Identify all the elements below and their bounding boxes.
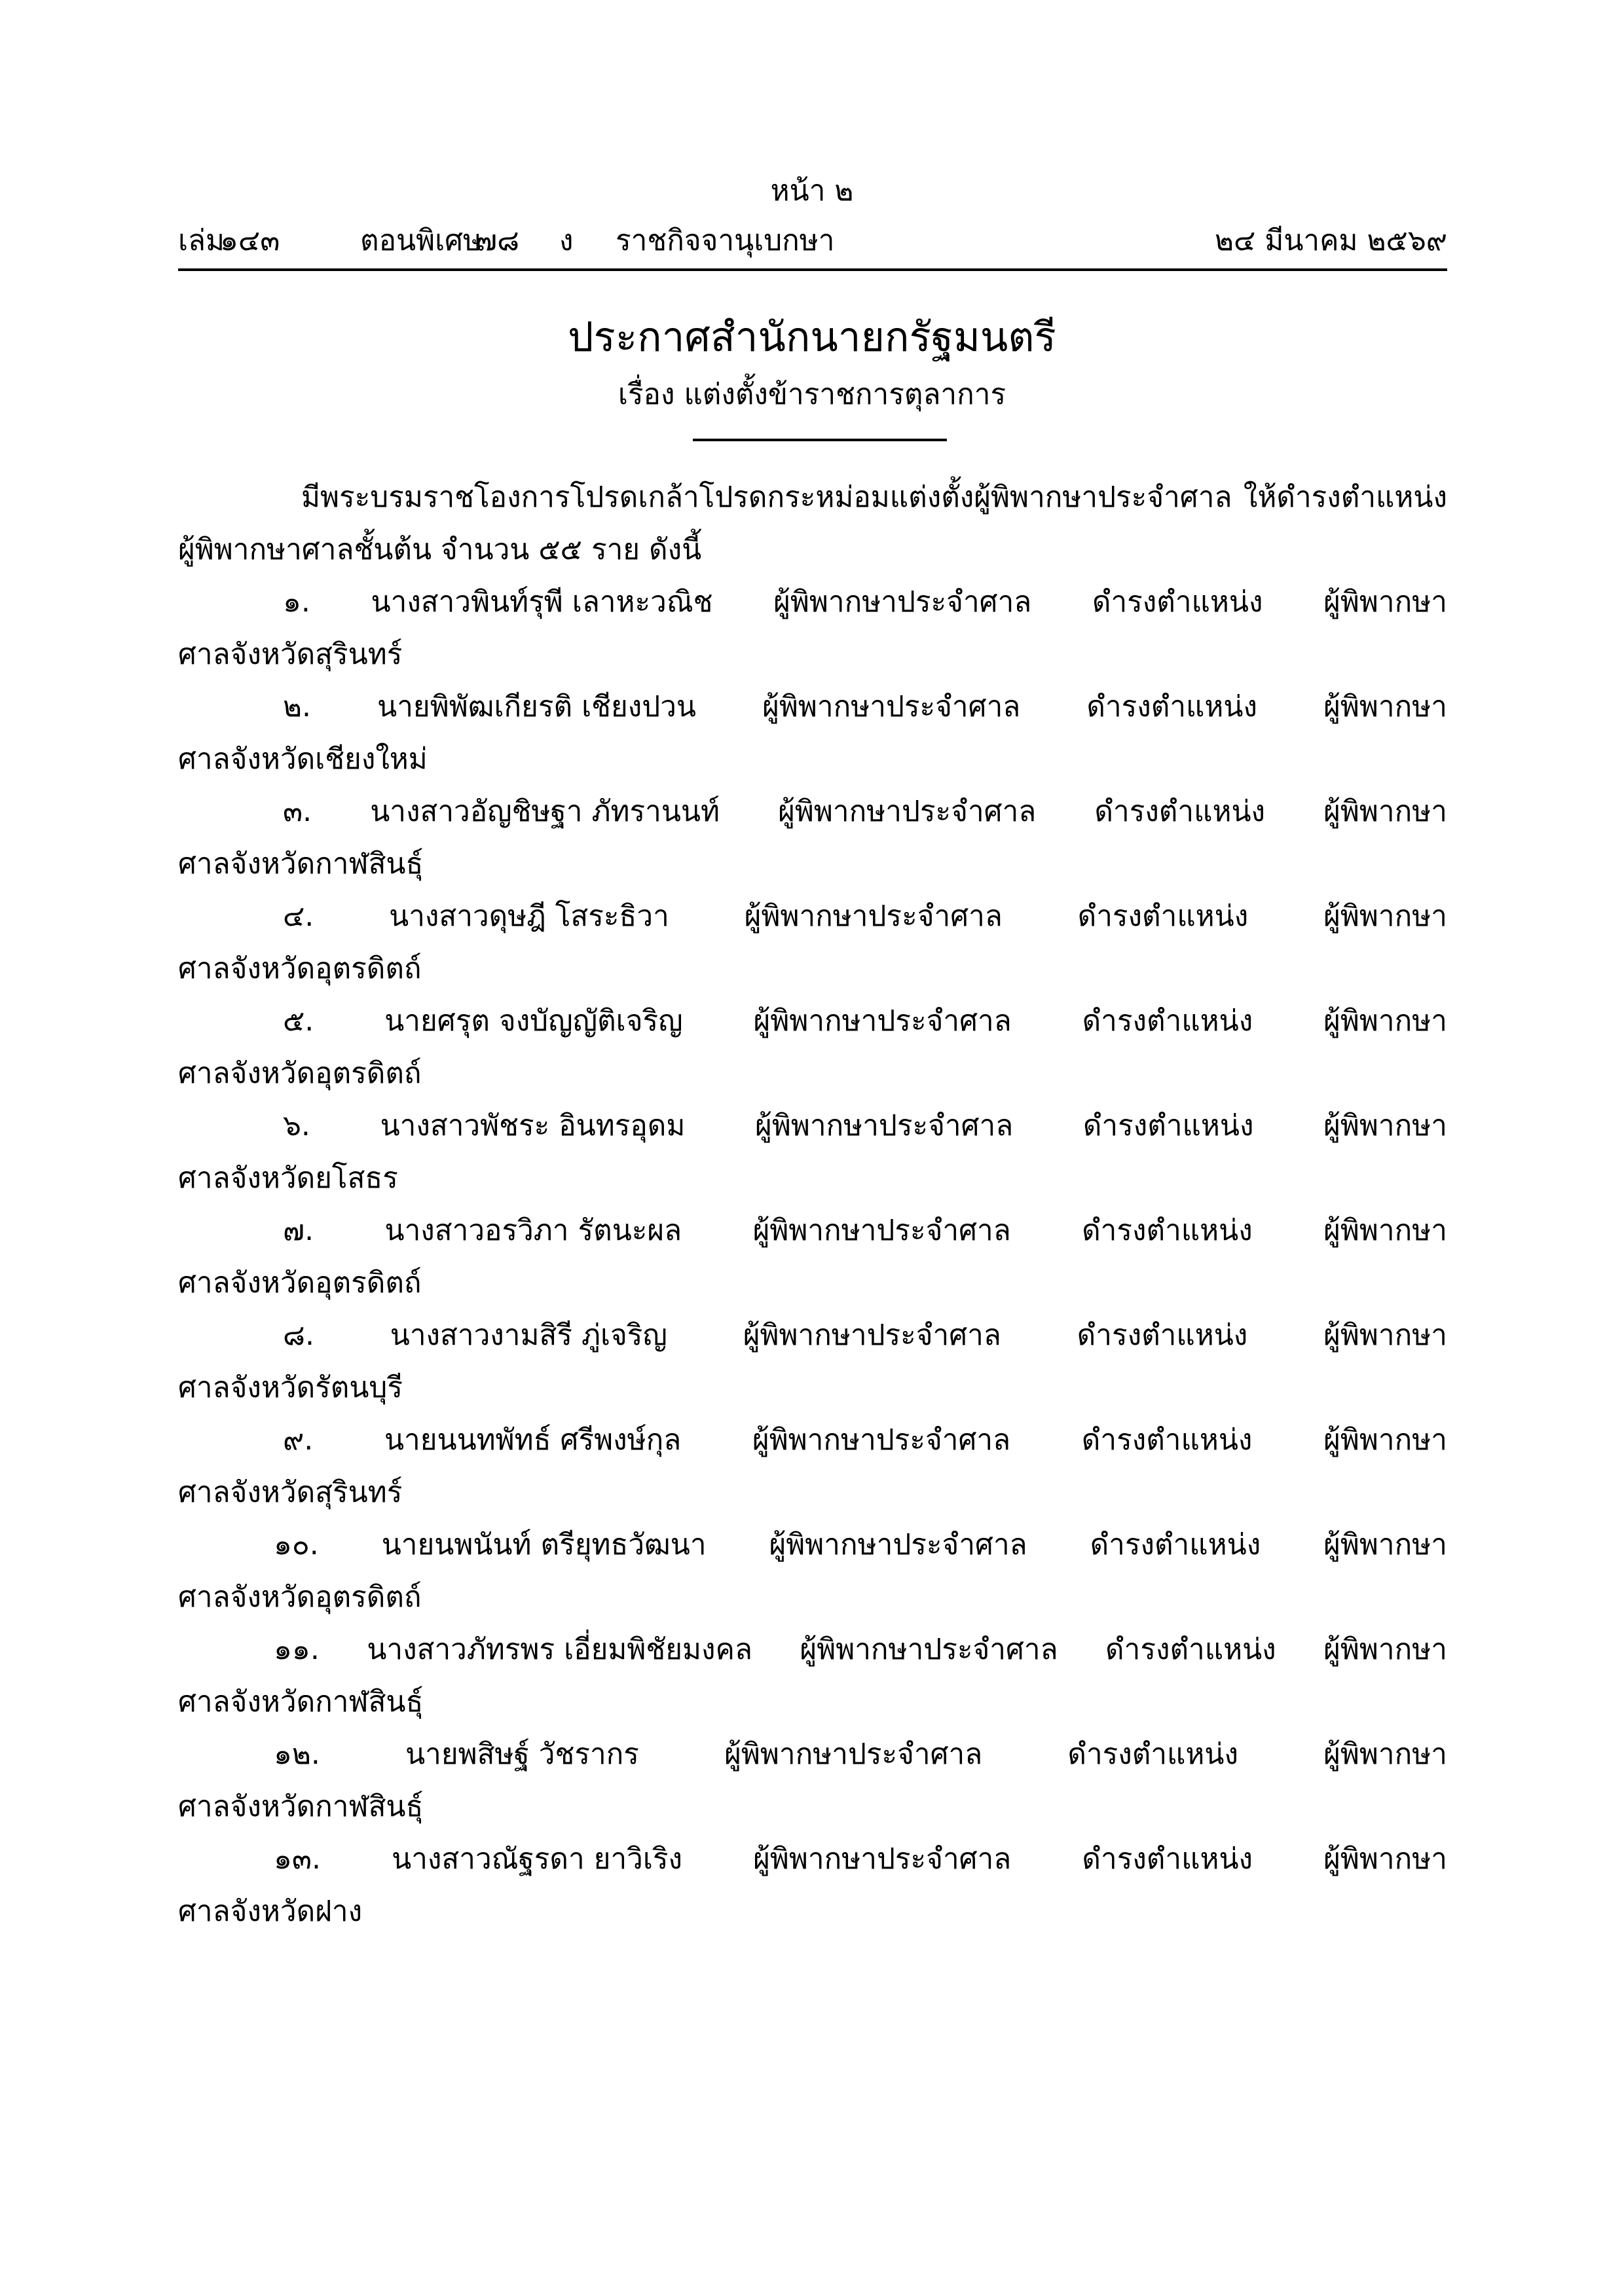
item-number: ๑. [283,585,310,619]
current-position: ผู้พิพากษาประจำศาล [744,900,1003,933]
list-item [178,786,1447,890]
court-name: ศาลจังหวัดอุตรดิตถ์ [178,952,422,985]
intro-paragraph [178,471,1447,576]
position-label: ดำรงตำแหน่ง [1082,1109,1254,1142]
appointee-name: นายศรุต จงบัญญัติเจริญ [384,1004,683,1038]
gazette-name: ราชกิจจานุเบกษา [616,224,835,257]
list-item [178,576,1447,681]
appointee-name: นางสาวงามสิรี ภู่เจริญ [390,1319,667,1352]
list-item [178,1205,1447,1309]
current-position: ผู้พิพากษาประจำศาล [800,1633,1058,1666]
document-body [178,471,1447,1938]
current-position: ผู้พิพากษาประจำศาล [724,1738,983,1771]
court-name: ศาลจังหวัดกาฬสินธุ์ [178,1790,424,1823]
list-item [178,1728,1447,1833]
position-label: ดำรงตำแหน่ง [1105,1633,1276,1666]
court-name: ศาลจังหวัดอุตรดิตถ์ [178,1266,422,1300]
list-item [178,995,1447,1100]
item-number: ๙. [283,1423,314,1457]
court-name: ศาลจังหวัดเชียงใหม่ [178,742,428,776]
section-number: ๗๘ [475,224,520,257]
court-name: ศาลจังหวัดสุรินทร์ [178,638,403,671]
new-position: ผู้พิพากษา [1323,1528,1447,1561]
new-position: ผู้พิพากษา [1323,795,1447,828]
court-name: ศาลจังหวัดกาฬสินธุ์ [178,1685,424,1719]
list-item [178,1519,1447,1624]
appointee-name: นางสาวอัญชิษฐา ภัทรานนท์ [370,795,720,828]
item-number: ๔. [283,900,314,933]
new-position: ผู้พิพากษา [1323,585,1447,619]
item-number: ๘. [283,1319,314,1352]
current-position: ผู้พิพากษาประจำศาล [762,690,1021,723]
current-position: ผู้พิพากษาประจำศาล [755,1109,1014,1142]
current-position: ผู้พิพากษาประจำศาล [752,1423,1011,1457]
document-title: ประกาศสำนักนายกรัฐมนตรี [568,313,1056,361]
appointee-name: นายนพนันท์ ตรียุทธวัฒนา [381,1528,707,1561]
list-item [178,890,1447,995]
position-label: ดำรงตำแหน่ง [1077,1319,1248,1352]
item-number: ๗. [283,1214,314,1247]
running-header [178,221,1447,261]
item-number: ๓. [283,795,312,828]
new-position: ผู้พิพากษา [1323,1633,1447,1666]
appointee-name: นายนนทพัทธ์ ศรีพงษ์กุล [384,1423,682,1457]
appointee-name: นางสาวพัชระ อินทรอุดม [380,1109,686,1142]
title-rule [693,439,947,441]
position-label: ดำรงตำแหน่ง [1086,690,1257,723]
current-position: ผู้พิพากษาประจำศาล [778,795,1037,828]
court-name: ศาลจังหวัดกาฬสินธุ์ [178,847,424,881]
list-item [178,1414,1447,1519]
position-label: ดำรงตำแหน่ง [1077,900,1249,933]
court-name: ศาลจังหวัดสุรินทร์ [178,1476,403,1509]
list-item [178,1309,1447,1414]
new-position: ผู้พิพากษา [1323,1738,1447,1771]
page-number: หน้า ๒ [770,174,854,208]
item-number: ๕. [283,1004,314,1038]
volume-number: ๑๔๓ [220,224,280,257]
position-label: ดำรงตำแหน่ง [1090,1528,1261,1561]
new-position: ผู้พิพากษา [1323,900,1447,933]
position-label: ดำรงตำแหน่ง [1067,1738,1238,1771]
new-position: ผู้พิพากษา [1323,1214,1447,1247]
part-label: ง [559,224,574,257]
new-position: ผู้พิพากษา [1323,1423,1447,1457]
new-position: ผู้พิพากษา [1323,1109,1447,1142]
court-name: ศาลจังหวัดอุตรดิตถ์ [178,1057,422,1090]
header-rule [178,268,1447,271]
new-position: ผู้พิพากษา [1323,690,1447,723]
new-position: ผู้พิพากษา [1323,1319,1447,1352]
item-number: ๑๐. [274,1528,319,1561]
document-subject: เรื่อง แต่งตั้งข้าราชการตุลาการ [618,378,1006,411]
position-label: ดำรงตำแหน่ง [1094,795,1266,828]
court-name: ศาลจังหวัดรัตนบุรี [178,1371,403,1404]
new-position: ผู้พิพากษา [1323,1842,1447,1876]
appointee-name: นางสาวอรวิภา รัตนะผล [384,1214,682,1247]
position-label: ดำรงตำแหน่ง [1081,1423,1253,1457]
current-position: ผู้พิพากษาประจำศาล [753,1004,1012,1038]
intro-line-1: มีพระบรมราชโองการโปรดเกล้าโปรดกระหม่อมแต่งตั้งผู้พิพากษาประจำศาล ให้ดำรงตำแหน่ง [301,481,1447,514]
position-label: ดำรงตำแหน่ง [1082,1214,1253,1247]
item-number: ๑๒. [274,1738,320,1771]
item-number: ๖. [283,1109,310,1142]
position-label: ดำรงตำแหน่ง [1082,1004,1253,1038]
list-item [178,1624,1447,1728]
court-name: ศาลจังหวัดอุตรดิตถ์ [178,1580,422,1614]
current-position: ผู้พิพากษาประจำศาล [769,1528,1027,1561]
appointee-name: นางสาวณัฐรดา ยาวิเริง [392,1842,683,1876]
volume-label: เล่ม [178,224,225,257]
current-position: ผู้พิพากษาประจำศาล [743,1319,1001,1352]
court-name: ศาลจังหวัดยโสธร [178,1161,398,1195]
current-position: ผู้พิพากษาประจำศาล [752,1214,1011,1247]
appointee-name: นายพิพัฒเกียรติ เชียงปวน [377,690,696,723]
new-position: ผู้พิพากษา [1323,1004,1447,1038]
list-item [178,681,1447,786]
position-label: ดำรงตำแหน่ง [1092,585,1263,619]
publication-date: ๒๔ มีนาคม ๒๕๖๙ [1215,224,1447,257]
section-label: ตอนพิเศษ [360,224,483,257]
intro-line-2: ผู้พิพากษาศาลชั้นต้น จำนวน ๕๕ ราย ดังนี้ [178,533,702,566]
list-item [178,1100,1447,1205]
court-name: ศาลจังหวัดฝาง [178,1895,363,1928]
item-number: ๑๓. [274,1842,321,1876]
appointee-name: นางสาวดุษฎี โสระธิวา [389,900,669,933]
list-item [178,1833,1447,1938]
item-number: ๒. [283,690,311,723]
current-position: ผู้พิพากษาประจำศาล [773,585,1032,619]
appointee-name: นางสาวภัทรพร เอี่ยมพิชัยมงคล [367,1633,752,1666]
appointee-name: นายพสิษฐ์ วัชรากร [405,1738,639,1771]
appointee-name: นางสาวพินท์รุพี เลาหะวณิช [371,585,713,619]
position-label: ดำรงตำแหน่ง [1082,1842,1253,1876]
item-number: ๑๑. [274,1633,320,1666]
appointee-list [178,576,1447,1938]
current-position: ผู้พิพากษาประจำศาล [753,1842,1012,1876]
